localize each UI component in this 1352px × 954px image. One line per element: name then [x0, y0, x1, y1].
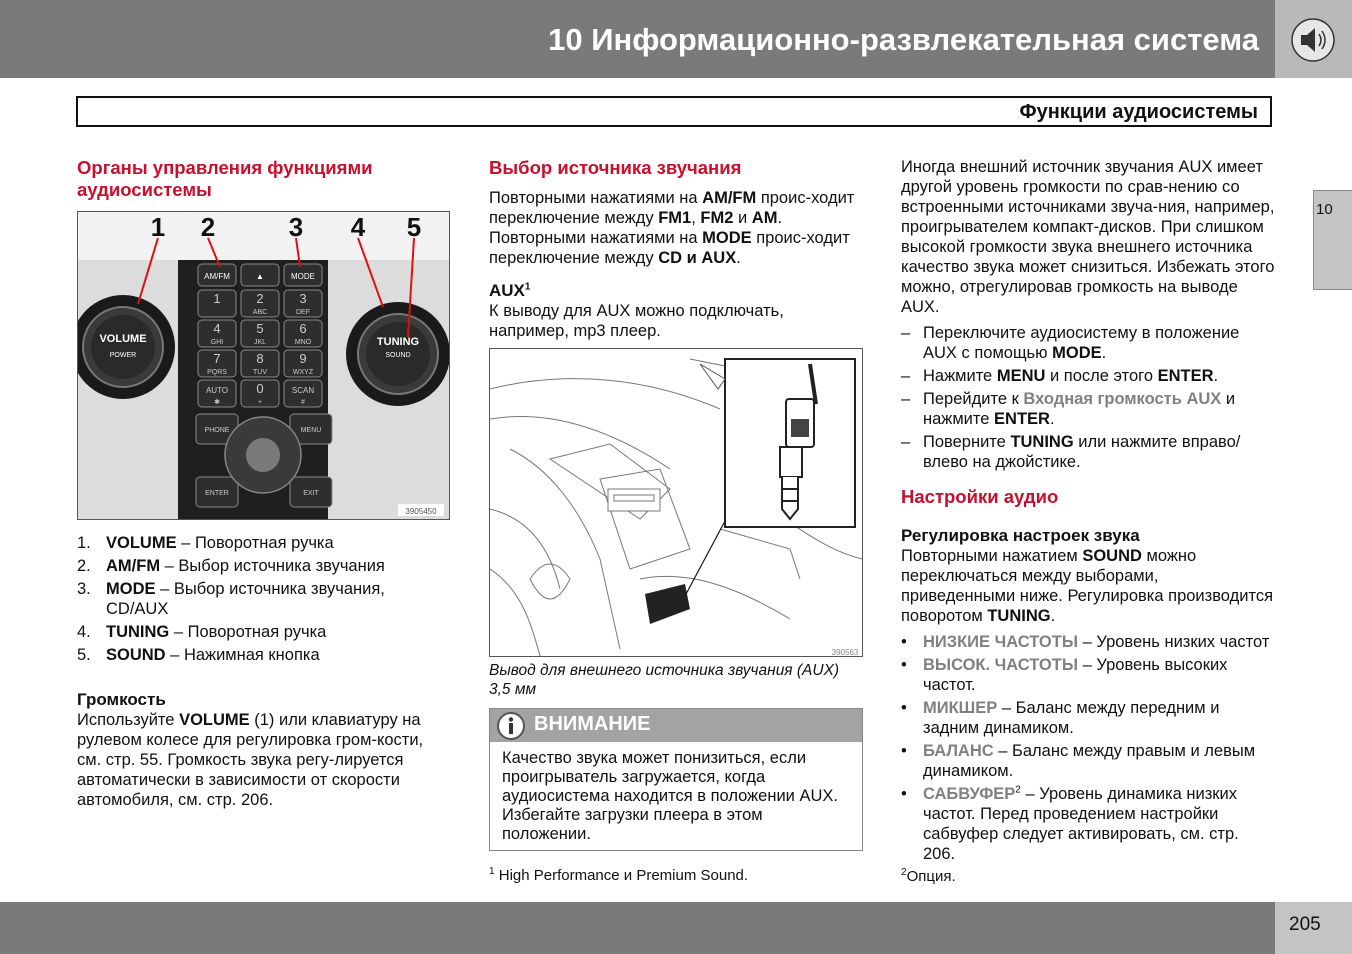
- panel-key-label: ENTER: [205, 490, 229, 497]
- keypad-key-letters: TUV: [253, 369, 267, 376]
- panel-key-label: PHONE: [204, 427, 230, 434]
- keypad-key-number: 6: [299, 321, 307, 336]
- keypad-key-letters: ABC: [252, 309, 268, 316]
- keypad-key-letters: GHI: [210, 339, 224, 346]
- panel-key-label: MENU: [300, 427, 322, 434]
- callout-number: 2: [200, 212, 216, 242]
- aux-text: К выводу для AUX можно подключать, например, mp3 плеер.: [489, 302, 784, 340]
- keypad-key-number: SCAN: [291, 386, 315, 395]
- info-icon: [496, 711, 526, 741]
- source-heading: Выбор источника звучания: [489, 157, 742, 178]
- keypad-key-letters: +: [257, 399, 263, 406]
- keypad-key-number: 3: [299, 291, 307, 306]
- callout-number: 5: [406, 212, 422, 242]
- controls-heading: Органы управления функциями аудиосистемы: [77, 157, 373, 200]
- controls-list-item: 3. MODE – Выбор источника звучания, CD/AUX: [77, 580, 385, 618]
- aux-step-item: – Переключите аудиосистему в положение AUX с помощью MODE.: [901, 324, 1240, 362]
- keypad-key-number: 7: [213, 351, 221, 366]
- keypad-key-number: 1: [213, 291, 221, 306]
- section-title: Функции аудиосистемы: [1019, 101, 1258, 123]
- chapter-tab-label: 10: [1316, 201, 1333, 218]
- controls-list-item: 4. TUNING – Поворотная ручка: [77, 623, 327, 641]
- keypad-key-number: 4: [213, 321, 221, 336]
- keypad-key-number: 5: [256, 321, 264, 336]
- footer-bar: [0, 902, 1275, 954]
- source-text: Повторными нажатиями на AM/FM проис-ходит переключение между FM1, FM2 и AM. Повторными нажатиями на MODE проис-ходит переключение между CD и AUX.: [489, 189, 855, 267]
- volume-knob-label: VOLUME: [99, 333, 147, 345]
- column-2: [489, 157, 863, 341]
- callout-number: 1: [150, 212, 166, 242]
- aux-level-intro: Иногда внешний источник звучания AUX имеет другой уровень громкости по срав-нению со встроенными источниками звуча-ния, например, проигрывателем компакт-дисков. При слишком высокой громкости звука внешнего источника качество звука может снизиться. Избежать этого можно, отрегулировав громкость на выводе AUX.: [901, 158, 1275, 316]
- speaker-icon: [1288, 17, 1338, 63]
- volume-heading: Громкость: [77, 690, 166, 709]
- keypad-key-number: AUTO: [205, 386, 229, 395]
- controls-list-item: 2. AM/FM – Выбор источника звучания: [77, 557, 385, 575]
- keypad-key-letters: JKL: [253, 339, 267, 346]
- page-number-box: [1275, 902, 1352, 954]
- sound-option-item: • ВЫСОК. ЧАСТОТЫ – Уровень высоких частот.: [901, 656, 1228, 694]
- audio-settings-heading: Настройки аудио: [901, 486, 1059, 507]
- warning-text: Качество звука может понизиться, если проигрыватель загружается, когда аудиосистема находится в положении AUX. Избегайте загрузки плеера в этом положении.: [502, 749, 838, 843]
- page-number: 205: [1289, 914, 1321, 935]
- keypad-key-letters: ✱: [214, 399, 220, 406]
- aux-step-item: – Перейдите к Входная громкость AUX и нажмите ENTER.: [901, 390, 1236, 428]
- panel-key-label: AM/FM: [204, 272, 230, 281]
- sound-adjust-text: Повторными нажатием SOUND можно переключаться между выборами, приведенными ниже. Регулировка производится поворотом TUNING.: [901, 547, 1273, 625]
- keypad-key-letters: #: [301, 399, 305, 406]
- controls-list: [77, 533, 449, 665]
- volume-text: Используйте VOLUME (1) или клавиатуру на рулевом колесе для регулировка гром-кости, см. стр. 55. Громкость звука регу-лируется автоматически в зависимости от скорости автомобиля, см. стр. 206.: [77, 711, 424, 809]
- keypad-key-number: 0: [256, 381, 264, 396]
- panel-key-label: EXIT: [303, 490, 319, 497]
- controls-list-item: 1. VOLUME – Поворотная ручка: [77, 534, 334, 552]
- header-bar: [0, 0, 1275, 78]
- controls-list-item: 5. SOUND – Нажимная кнопка: [77, 646, 320, 664]
- aux-steps-list: [901, 323, 1275, 472]
- aux-figure: [489, 348, 863, 657]
- chapter-title: 10 Информационно-развлекательная система: [548, 22, 1259, 57]
- panel-key-label: ▲: [256, 272, 264, 281]
- keypad-key-letters: PQRS: [207, 369, 227, 376]
- volume-section: [77, 690, 449, 810]
- sound-option-item: • МИКШЕР – Баланс между передним и задним динамиком.: [901, 699, 1220, 737]
- sound-options-list: [901, 632, 1275, 864]
- keypad-key-letters: MNO: [294, 339, 312, 346]
- sound-knob-label: SOUND: [385, 352, 411, 359]
- warning-box: [489, 708, 863, 851]
- keypad-key-number: 9: [299, 351, 307, 366]
- callout-number: 3: [288, 212, 304, 242]
- sound-option-item: • САБВУФЕР$^2$ – Уровень динамика низких частот. Перед проведением настройки сабвуфер следует активировать, см. стр. 206.: [901, 784, 1239, 863]
- sound-option-item: • НИЗКИЕ ЧАСТОТЫ – Уровень низких частот: [901, 633, 1270, 651]
- sound-adjust-heading: Регулировка настроек звука: [901, 526, 1140, 545]
- chapter-tab: [1313, 190, 1352, 290]
- aux-step-item: – Поверните TUNING или нажмите вправо/ влево на джойстике.: [901, 433, 1241, 471]
- sound-option-item: • БАЛАНС – Баланс между правым и левым динамиком.: [901, 742, 1256, 780]
- keypad-key-letters: WXYZ: [292, 369, 314, 376]
- footnote-2: $^2$Опция.: [901, 867, 956, 885]
- controls-list-wrap: [77, 533, 449, 668]
- column-3: [901, 157, 1275, 887]
- panel-key-label: MODE: [291, 272, 315, 281]
- aux-step-item: – Нажмите MENU и после этого ENTER.: [901, 367, 1219, 385]
- figure-code: 3905450: [405, 507, 437, 516]
- footnote-1: $^1$ High Performance и Premium Sound.: [489, 866, 749, 884]
- warning-header: [490, 709, 862, 742]
- figure-code: 390563: [831, 648, 859, 656]
- column-1: [77, 157, 449, 201]
- header-icon-box: [1275, 0, 1352, 78]
- aux-heading: AUX$^1$: [489, 281, 531, 300]
- keypad-key-number: 8: [256, 351, 264, 366]
- power-knob-label: POWER: [109, 352, 137, 359]
- controls-figure: [77, 211, 450, 520]
- section-title-bar: [76, 96, 1272, 127]
- figure-caption: Вывод для внешнего источника звучания (AUX) 3,5 мм: [489, 662, 840, 698]
- warning-title: ВНИМАНИЕ: [534, 713, 651, 735]
- keypad-key-letters: DEF: [296, 309, 310, 316]
- keypad-key-number: 2: [256, 291, 264, 306]
- callout-number: 4: [350, 212, 366, 242]
- tuning-knob-label: TUNING: [376, 336, 420, 348]
